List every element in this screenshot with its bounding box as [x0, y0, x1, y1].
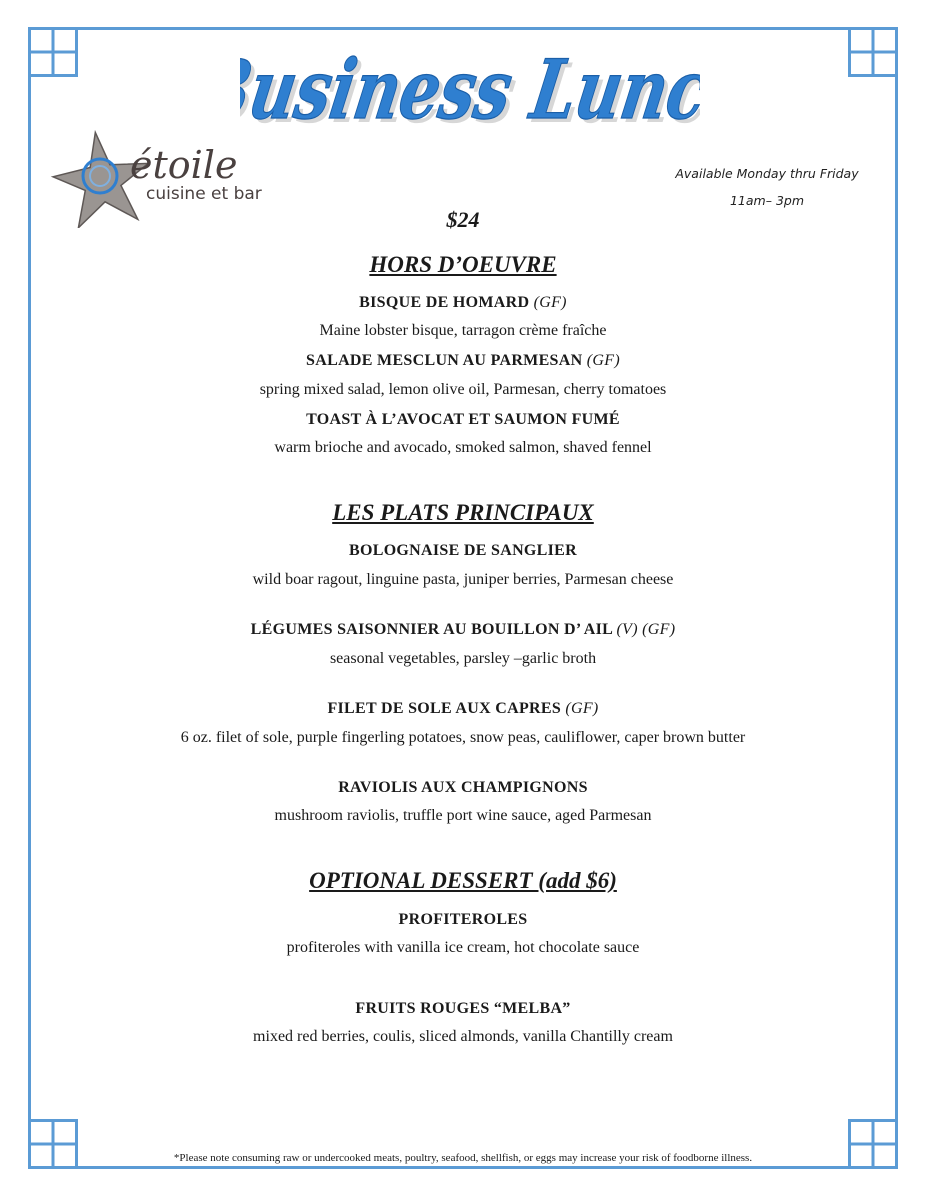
dish-tag: (GF): [565, 700, 599, 717]
dish-name: SALADE MESCLUN AU PARMESAN (GF): [306, 352, 620, 369]
dish-name: FILET DE SOLE AUX CAPRES (GF): [327, 700, 599, 717]
corner-ornament-top-right: [848, 27, 898, 77]
dish-description: mixed red berries, coulis, sliced almonds, vanilla Chantilly cream: [253, 1028, 673, 1045]
dish-tag: (GF): [533, 294, 567, 311]
availability-days: Available Monday thru Friday: [675, 166, 859, 181]
dish-description: Maine lobster bisque, tarragon crème fraîche: [319, 322, 607, 339]
logo-name: étoile: [130, 143, 238, 187]
dish-name: PROFITEROLES: [398, 911, 528, 928]
dish-name: LÉGUMES SAISONNIER AU BOUILLON D’ AIL (V) (GF): [250, 621, 676, 638]
logo-subtitle: cuisine et bar: [146, 184, 262, 204]
availability-note: [662, 160, 872, 214]
section-title-hors-doeuvre: HORS D’OEUVRE: [369, 252, 557, 277]
corner-ornament-top-left: [28, 27, 78, 77]
dish-description: mushroom raviolis, truffle port wine sauce, aged Parmesan: [274, 807, 652, 824]
section-title-plats-principaux: LES PLATS PRINCIPAUX: [332, 500, 594, 525]
dish-tag: (GF): [586, 352, 620, 369]
dish-description: wild boar ragout, linguine pasta, juniper berries, Parmesan cheese: [252, 571, 674, 588]
menu-title: [240, 30, 700, 140]
menu-title-shadow: Business Lunch: [240, 46, 700, 140]
food-safety-disclaimer: *Please note consuming raw or undercooked meats, poultry, seafood, shellfish, or eggs may increase your risk of foodborne illness.: [173, 1152, 753, 1164]
menu-title-text: Business Lunch: [240, 42, 700, 139]
dish-description: spring mixed salad, lemon olive oil, Parmesan, cherry tomatoes: [259, 381, 667, 398]
dish-description: 6 oz. filet of sole, purple fingerling potatoes, snow peas, cauliflower, caper brown butter: [180, 729, 746, 746]
dish-name: BOLOGNAISE DE SANGLIER: [349, 542, 577, 559]
dish-description: warm brioche and avocado, smoked salmon, shaved fennel: [274, 439, 652, 456]
dish-name: RAVIOLIS AUX CHAMPIGNONS: [338, 779, 588, 796]
availability-hours: 11am– 3pm: [729, 193, 805, 208]
dish-tag: (V) (GF): [616, 621, 676, 638]
dish-name: TOAST À L’AVOCAT ET SAUMON FUMÉ: [306, 411, 620, 428]
menu-price: $24: [446, 207, 480, 232]
dish-name: BISQUE DE HOMARD (GF): [359, 294, 567, 311]
section-title-optional-dessert: OPTIONAL DESSERT (add $6): [309, 868, 617, 893]
dish-description: profiteroles with vanilla ice cream, hot chocolate sauce: [286, 939, 640, 956]
dish-name: FRUITS ROUGES “MELBA”: [355, 1000, 571, 1017]
dish-description: seasonal vegetables, parsley –garlic broth: [329, 650, 597, 667]
